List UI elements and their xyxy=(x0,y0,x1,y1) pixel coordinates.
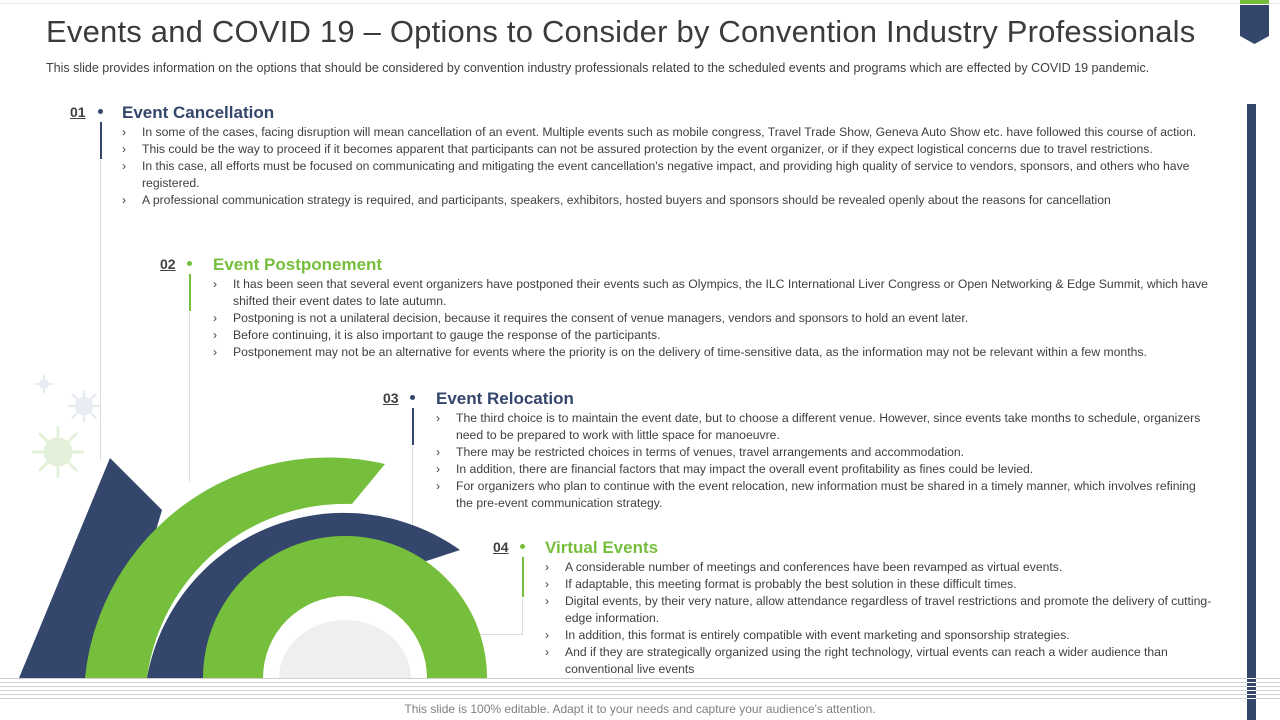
guide-line-1 xyxy=(100,160,101,460)
section-2-bullet: › Postponing is not a unilateral decision, because it requires the consent of venue managers, vendors and sponsors to hold an event later. xyxy=(213,310,1225,327)
section-3-bullet: › For organizers who plan to continue with the event relocation, new information must be shared in a timely manner, which involves refining the pre-event communication strategy. xyxy=(436,478,1216,512)
section-3-bullet: › In addition, there are financial factors that may impact the overall event profitability as fines could be levied. xyxy=(436,461,1216,478)
section-1-bullets xyxy=(122,124,1222,209)
section-4-bullet: › And if they are strategically organized using the right technology, virtual events can reach a wider audience than conventional live events xyxy=(545,644,1225,678)
section-2-dot xyxy=(187,261,192,266)
section-2-bullet: › It has been seen that several event organizers have postponed their events such as Olympics, the ILC International Liver Congress or Open Networking & Edge Summit, which have shifted their event dates to late autumn. xyxy=(213,276,1225,310)
section-2-number: 02 xyxy=(160,256,176,272)
section-2-bullet: › Before continuing, it is also important to gauge the response of the participants. xyxy=(213,327,1225,344)
section-3-number: 03 xyxy=(383,390,399,406)
section-1-dot xyxy=(98,109,103,114)
section-3-bullet: › There may be restricted choices in terms of venues, travel arrangements and accommodation. xyxy=(436,444,1216,461)
section-4-bullet: › Digital events, by their very nature, allow attendance regardless of travel restrictions and promote the delivery of cutting-edge information. xyxy=(545,593,1225,627)
section-2-heading: Event Postponement xyxy=(213,255,383,274)
virus-icon-small xyxy=(66,388,102,424)
section-1-vline xyxy=(100,122,102,159)
section-1-number: 01 xyxy=(70,104,86,120)
section-4-heading: Virtual Events xyxy=(545,538,659,557)
section-4-bullets xyxy=(545,559,1225,678)
section-4-bullet: › In addition, this format is entirely compatible with event marketing and sponsorship strategies. xyxy=(545,627,1225,644)
section-4-number: 04 xyxy=(493,539,509,555)
section-3-vline xyxy=(412,408,414,445)
section-2-bullets xyxy=(213,276,1225,361)
footer-note: This slide is 100% editable. Adapt it to your needs and capture your audience's attention. xyxy=(404,702,876,716)
bottom-rules-right xyxy=(1247,678,1256,700)
section-3-bullet: › The third choice is to maintain the event date, but to choose a different venue. However, since events take months to schedule, organizers need to be prepared to work with little space for manoeuvre. xyxy=(436,410,1216,444)
page-title: Events and COVID 19 – Options to Consider by Convention Industry Professionals xyxy=(46,14,1196,49)
virus-icon-tiny xyxy=(34,374,54,394)
section-1-bullet: › In some of the cases, facing disruption will mean cancellation of an event. Multiple events such as mobile congress, Travel Trade Show, Geneva Auto Show etc. have followed this course of action. xyxy=(122,124,1222,141)
section-4-bullet: › A considerable number of meetings and conferences have been revamped as virtual events. xyxy=(545,559,1225,576)
section-2-vline xyxy=(189,274,191,311)
section-3-bullets xyxy=(436,410,1216,512)
section-1-bullet: › This could be the way to proceed if it becomes apparent that participants can not be assured protection by the event organizer, or if they expect logistical concerns due to travel restrictions. xyxy=(122,141,1222,158)
section-3-dot xyxy=(410,395,415,400)
section-3-heading: Event Relocation xyxy=(436,389,574,408)
right-accent-bar xyxy=(1247,104,1256,720)
section-1-heading: Event Cancellation xyxy=(122,103,275,122)
section-4-bullet: › If adaptable, this meeting format is probably the best solution in these difficult times. xyxy=(545,576,1225,593)
bookmark-tag-icon xyxy=(1240,0,1269,44)
section-4-dot xyxy=(520,544,525,549)
section-1-bullet: › In this case, all efforts must be focused on communicating and mitigating the event cancellation's negative impact, and providing high quality of service to vendors, sponsors, and others who have registered. xyxy=(122,158,1222,192)
page-subtitle: This slide provides information on the options that should be considered by convention industry professionals related to the scheduled events and programs which are effected by COVID 19 pandemic. xyxy=(46,61,1150,75)
top-rule xyxy=(0,3,1280,4)
section-1-bullet: › A professional communication strategy is required, and participants, speakers, exhibitors, hosted buyers and sponsors should be revealed openly about the reasons for cancellation xyxy=(122,192,1222,209)
section-4-vline xyxy=(522,557,524,597)
bottom-rules xyxy=(0,678,1280,700)
section-2-bullet: › Postponement may not be an alternative for events where the priority is on the delivery of time-sensitive data, as the information may not be relevant within a few months. xyxy=(213,344,1225,361)
arc-center xyxy=(279,620,411,678)
guide-line-4 xyxy=(522,598,523,634)
